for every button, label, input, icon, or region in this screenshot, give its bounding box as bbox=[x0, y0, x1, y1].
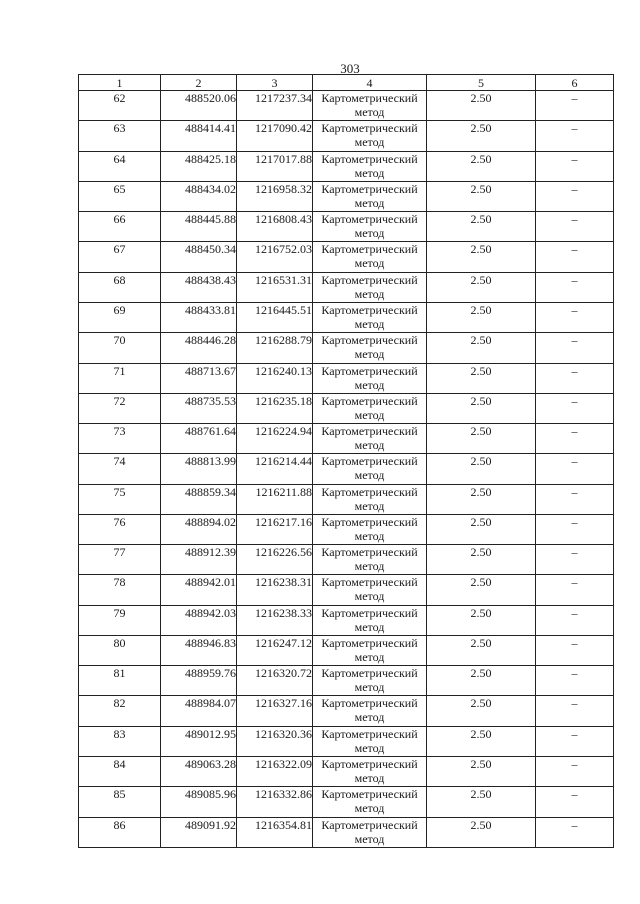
x-value: 489085.96 bbox=[185, 787, 236, 802]
y-value: 1217090.42 bbox=[255, 121, 312, 136]
method-line-2: метод bbox=[354, 256, 385, 271]
method-line-1: Картометрический bbox=[321, 605, 418, 620]
table-row bbox=[79, 605, 614, 635]
accuracy-value: 2.50 bbox=[427, 303, 536, 333]
x-value: 489063.28 bbox=[185, 756, 236, 771]
table-row bbox=[79, 666, 614, 696]
method-line-2: метод bbox=[354, 407, 385, 422]
y-coordinate bbox=[237, 424, 313, 454]
note-value: – bbox=[536, 514, 614, 544]
method-line-1: Картометрический bbox=[321, 151, 418, 166]
x-coordinate bbox=[161, 151, 237, 181]
note-value: – bbox=[536, 181, 614, 211]
y-value: 1217237.34 bbox=[255, 91, 312, 106]
y-coordinate bbox=[237, 635, 313, 665]
note-value: – bbox=[536, 393, 614, 423]
table-row bbox=[79, 696, 614, 726]
x-coordinate bbox=[161, 756, 237, 786]
note-value: – bbox=[536, 424, 614, 454]
method-cell bbox=[313, 575, 427, 605]
method-line-1: Картометрический bbox=[321, 393, 418, 408]
y-coordinate bbox=[237, 272, 313, 302]
y-coordinate bbox=[237, 121, 313, 151]
y-value: 1216288.79 bbox=[255, 333, 312, 348]
method-line-2: метод bbox=[354, 286, 385, 301]
y-value: 1216445.51 bbox=[255, 303, 312, 317]
note-value: – bbox=[536, 787, 614, 817]
y-coordinate bbox=[237, 303, 313, 333]
accuracy-value: 2.50 bbox=[427, 726, 536, 756]
x-value: 488414.41 bbox=[185, 121, 236, 136]
accuracy-value: 2.50 bbox=[427, 424, 536, 454]
x-value: 488942.03 bbox=[185, 605, 236, 620]
table-row bbox=[79, 91, 614, 121]
table-row bbox=[79, 303, 614, 333]
accuracy-value: 2.50 bbox=[427, 666, 536, 696]
method-line-1: Картометрический bbox=[321, 242, 418, 257]
table-row bbox=[79, 514, 614, 544]
point-number: 75 bbox=[79, 484, 161, 514]
accuracy-value: 2.50 bbox=[427, 756, 536, 786]
x-coordinate bbox=[161, 363, 237, 393]
point-number: 66 bbox=[79, 212, 161, 242]
accuracy-value: 2.50 bbox=[427, 363, 536, 393]
method-line-1: Картометрический bbox=[321, 787, 418, 802]
y-value: 1216808.43 bbox=[255, 212, 312, 227]
x-coordinate bbox=[161, 91, 237, 121]
point-number: 72 bbox=[79, 393, 161, 423]
accuracy-value: 2.50 bbox=[427, 545, 536, 575]
method-line-1: Картометрический bbox=[321, 454, 418, 469]
y-coordinate bbox=[237, 545, 313, 575]
x-coordinate bbox=[161, 454, 237, 484]
note-value: – bbox=[536, 91, 614, 121]
y-coordinate bbox=[237, 817, 313, 847]
x-value: 488735.53 bbox=[185, 393, 236, 408]
accuracy-value: 2.50 bbox=[427, 787, 536, 817]
y-value: 1216217.16 bbox=[255, 514, 312, 529]
y-coordinate bbox=[237, 91, 313, 121]
y-coordinate bbox=[237, 514, 313, 544]
y-coordinate bbox=[237, 787, 313, 817]
method-line-1: Картометрический bbox=[321, 666, 418, 681]
note-value: – bbox=[536, 242, 614, 272]
table-row bbox=[79, 212, 614, 242]
x-coordinate bbox=[161, 575, 237, 605]
y-value: 1216247.12 bbox=[255, 635, 312, 650]
x-coordinate bbox=[161, 121, 237, 151]
x-value: 488520.06 bbox=[185, 91, 236, 106]
y-value: 1216320.72 bbox=[255, 666, 312, 681]
method-line-2: метод bbox=[354, 317, 385, 331]
table-row bbox=[79, 333, 614, 363]
point-number: 67 bbox=[79, 242, 161, 272]
y-value: 1216224.94 bbox=[255, 424, 312, 439]
method-line-1: Картометрический bbox=[321, 484, 418, 499]
method-line-1: Картометрический bbox=[321, 91, 418, 106]
x-coordinate bbox=[161, 545, 237, 575]
table-row bbox=[79, 817, 614, 847]
table-row bbox=[79, 393, 614, 423]
y-value: 1216238.33 bbox=[255, 605, 312, 620]
note-value: – bbox=[536, 545, 614, 575]
y-coordinate bbox=[237, 212, 313, 242]
method-cell bbox=[313, 454, 427, 484]
method-cell bbox=[313, 696, 427, 726]
method-line-1: Картометрический bbox=[321, 635, 418, 650]
y-coordinate bbox=[237, 151, 313, 181]
accuracy-value: 2.50 bbox=[427, 696, 536, 726]
point-number: 71 bbox=[79, 363, 161, 393]
column-header: 5 bbox=[427, 75, 536, 91]
x-value: 489091.92 bbox=[185, 817, 236, 832]
method-line-2: метод bbox=[354, 740, 385, 755]
x-value: 488713.67 bbox=[185, 363, 236, 378]
x-value: 488859.34 bbox=[185, 484, 236, 499]
x-value: 489012.95 bbox=[185, 726, 236, 741]
method-line-1: Картометрический bbox=[321, 696, 418, 711]
x-coordinate bbox=[161, 242, 237, 272]
note-value: – bbox=[536, 363, 614, 393]
x-coordinate bbox=[161, 212, 237, 242]
y-coordinate bbox=[237, 333, 313, 363]
method-cell bbox=[313, 91, 427, 121]
point-number: 80 bbox=[79, 635, 161, 665]
method-cell bbox=[313, 393, 427, 423]
x-value: 488446.28 bbox=[185, 333, 236, 348]
table-row bbox=[79, 121, 614, 151]
note-value: – bbox=[536, 756, 614, 786]
method-cell bbox=[313, 272, 427, 302]
accuracy-value: 2.50 bbox=[427, 635, 536, 665]
method-cell bbox=[313, 242, 427, 272]
accuracy-value: 2.50 bbox=[427, 151, 536, 181]
method-line-2: метод bbox=[354, 226, 385, 241]
method-line-2: метод bbox=[354, 165, 385, 180]
table-row bbox=[79, 787, 614, 817]
column-header: 4 bbox=[313, 75, 427, 91]
method-line-2: метод bbox=[354, 195, 385, 210]
table-row bbox=[79, 756, 614, 786]
y-coordinate bbox=[237, 454, 313, 484]
point-number: 84 bbox=[79, 756, 161, 786]
method-line-2: метод bbox=[354, 135, 385, 150]
point-number: 64 bbox=[79, 151, 161, 181]
method-cell bbox=[313, 303, 427, 333]
method-cell bbox=[313, 151, 427, 181]
y-coordinate bbox=[237, 575, 313, 605]
method-cell bbox=[313, 787, 427, 817]
table-row bbox=[79, 151, 614, 181]
note-value: – bbox=[536, 303, 614, 333]
method-cell bbox=[313, 424, 427, 454]
x-value: 488438.43 bbox=[185, 272, 236, 287]
note-value: – bbox=[536, 454, 614, 484]
note-value: – bbox=[536, 605, 614, 635]
note-value: – bbox=[536, 575, 614, 605]
method-cell bbox=[313, 181, 427, 211]
method-cell bbox=[313, 484, 427, 514]
method-cell bbox=[313, 121, 427, 151]
method-cell bbox=[313, 756, 427, 786]
method-cell bbox=[313, 817, 427, 847]
method-line-1: Картометрический bbox=[321, 121, 418, 136]
x-coordinate bbox=[161, 726, 237, 756]
point-number: 81 bbox=[79, 666, 161, 696]
x-value: 488761.64 bbox=[185, 424, 236, 439]
method-cell bbox=[313, 333, 427, 363]
y-coordinate bbox=[237, 363, 313, 393]
method-cell bbox=[313, 666, 427, 696]
y-coordinate bbox=[237, 181, 313, 211]
method-line-1: Картометрический bbox=[321, 303, 418, 317]
y-coordinate bbox=[237, 696, 313, 726]
table-row bbox=[79, 272, 614, 302]
x-value: 488433.81 bbox=[185, 303, 236, 317]
x-value: 488813.99 bbox=[185, 454, 236, 469]
method-line-1: Картометрический bbox=[321, 212, 418, 227]
accuracy-value: 2.50 bbox=[427, 817, 536, 847]
y-value: 1216214.44 bbox=[255, 454, 312, 469]
x-value: 488445.88 bbox=[185, 212, 236, 227]
point-number: 69 bbox=[79, 303, 161, 333]
point-number: 74 bbox=[79, 454, 161, 484]
y-value: 1216354.81 bbox=[255, 817, 312, 832]
method-line-2: метод bbox=[354, 105, 385, 120]
x-value: 488450.34 bbox=[185, 242, 236, 257]
point-number: 83 bbox=[79, 726, 161, 756]
method-line-1: Картометрический bbox=[321, 756, 418, 771]
y-coordinate bbox=[237, 666, 313, 696]
x-value: 488434.02 bbox=[185, 181, 236, 196]
table-row bbox=[79, 545, 614, 575]
method-line-1: Картометрический bbox=[321, 817, 418, 832]
y-value: 1216211.88 bbox=[255, 484, 312, 499]
x-coordinate bbox=[161, 181, 237, 211]
method-line-2: метод bbox=[354, 649, 385, 664]
y-value: 1216238.31 bbox=[255, 575, 312, 590]
table-row bbox=[79, 454, 614, 484]
x-coordinate bbox=[161, 787, 237, 817]
note-value: – bbox=[536, 151, 614, 181]
point-number: 76 bbox=[79, 514, 161, 544]
x-coordinate bbox=[161, 817, 237, 847]
point-number: 62 bbox=[79, 91, 161, 121]
accuracy-value: 2.50 bbox=[427, 514, 536, 544]
method-line-2: метод bbox=[354, 347, 385, 362]
x-value: 488984.07 bbox=[185, 696, 236, 711]
note-value: – bbox=[536, 484, 614, 514]
table-row bbox=[79, 242, 614, 272]
y-coordinate bbox=[237, 484, 313, 514]
point-number: 68 bbox=[79, 272, 161, 302]
x-coordinate bbox=[161, 272, 237, 302]
y-value: 1216327.16 bbox=[255, 696, 312, 711]
y-coordinate bbox=[237, 726, 313, 756]
table-row bbox=[79, 181, 614, 211]
y-value: 1216226.56 bbox=[255, 545, 312, 560]
method-line-2: метод bbox=[354, 559, 385, 574]
accuracy-value: 2.50 bbox=[427, 212, 536, 242]
x-coordinate bbox=[161, 333, 237, 363]
accuracy-value: 2.50 bbox=[427, 393, 536, 423]
x-value: 488425.18 bbox=[185, 151, 236, 166]
x-coordinate bbox=[161, 393, 237, 423]
y-coordinate bbox=[237, 605, 313, 635]
accuracy-value: 2.50 bbox=[427, 181, 536, 211]
point-number: 78 bbox=[79, 575, 161, 605]
method-line-2: метод bbox=[354, 438, 385, 453]
note-value: – bbox=[536, 696, 614, 726]
point-number: 73 bbox=[79, 424, 161, 454]
y-value: 1216958.32 bbox=[255, 181, 312, 196]
coordinates-table bbox=[78, 74, 614, 848]
x-coordinate bbox=[161, 303, 237, 333]
note-value: – bbox=[536, 212, 614, 242]
note-value: – bbox=[536, 817, 614, 847]
page-number: 303 bbox=[340, 61, 360, 76]
x-value: 488912.39 bbox=[185, 545, 236, 560]
x-value: 488946.83 bbox=[185, 635, 236, 650]
point-number: 70 bbox=[79, 333, 161, 363]
method-cell bbox=[313, 605, 427, 635]
accuracy-value: 2.50 bbox=[427, 454, 536, 484]
y-value: 1216752.03 bbox=[255, 242, 312, 257]
method-cell bbox=[313, 212, 427, 242]
y-value: 1216240.13 bbox=[255, 363, 312, 378]
method-line-2: метод bbox=[354, 377, 385, 392]
x-value: 488959.76 bbox=[185, 666, 236, 681]
method-line-1: Картометрический bbox=[321, 333, 418, 348]
accuracy-value: 2.50 bbox=[427, 333, 536, 363]
method-line-1: Картометрический bbox=[321, 575, 418, 590]
table-row bbox=[79, 726, 614, 756]
x-value: 488894.02 bbox=[185, 514, 236, 529]
method-line-1: Картометрический bbox=[321, 726, 418, 741]
table-row bbox=[79, 635, 614, 665]
method-line-2: метод bbox=[354, 468, 385, 483]
x-coordinate bbox=[161, 666, 237, 696]
method-line-2: метод bbox=[354, 710, 385, 725]
y-value: 1216322.09 bbox=[255, 756, 312, 771]
note-value: – bbox=[536, 726, 614, 756]
accuracy-value: 2.50 bbox=[427, 121, 536, 151]
table-row bbox=[79, 424, 614, 454]
method-cell bbox=[313, 514, 427, 544]
y-coordinate bbox=[237, 393, 313, 423]
method-cell bbox=[313, 635, 427, 665]
method-line-1: Картометрический bbox=[321, 514, 418, 529]
column-header: 3 bbox=[237, 75, 313, 91]
method-line-1: Картометрический bbox=[321, 363, 418, 378]
accuracy-value: 2.50 bbox=[427, 605, 536, 635]
column-header: 6 bbox=[536, 75, 614, 91]
accuracy-value: 2.50 bbox=[427, 575, 536, 605]
method-cell bbox=[313, 726, 427, 756]
accuracy-value: 2.50 bbox=[427, 242, 536, 272]
x-coordinate bbox=[161, 696, 237, 726]
method-line-2: метод bbox=[354, 680, 385, 695]
method-line-1: Картометрический bbox=[321, 272, 418, 287]
accuracy-value: 2.50 bbox=[427, 272, 536, 302]
point-number: 86 bbox=[79, 817, 161, 847]
point-number: 85 bbox=[79, 787, 161, 817]
point-number: 65 bbox=[79, 181, 161, 211]
x-coordinate bbox=[161, 424, 237, 454]
method-line-2: метод bbox=[354, 619, 385, 634]
method-line-2: метод bbox=[354, 528, 385, 543]
x-coordinate bbox=[161, 635, 237, 665]
table-row bbox=[79, 484, 614, 514]
x-coordinate bbox=[161, 605, 237, 635]
method-line-2: метод bbox=[354, 770, 385, 785]
note-value: – bbox=[536, 272, 614, 302]
accuracy-value: 2.50 bbox=[427, 91, 536, 121]
method-line-2: метод bbox=[354, 589, 385, 604]
note-value: – bbox=[536, 635, 614, 665]
y-value: 1216531.31 bbox=[255, 272, 312, 287]
x-coordinate bbox=[161, 484, 237, 514]
point-number: 77 bbox=[79, 545, 161, 575]
method-cell bbox=[313, 545, 427, 575]
y-value: 1216320.36 bbox=[255, 726, 312, 741]
method-line-1: Картометрический bbox=[321, 545, 418, 560]
y-value: 1217017.88 bbox=[255, 151, 312, 166]
method-line-2: метод bbox=[354, 831, 385, 846]
point-number: 79 bbox=[79, 605, 161, 635]
note-value: – bbox=[536, 333, 614, 363]
method-cell bbox=[313, 363, 427, 393]
method-line-1: Картометрический bbox=[321, 181, 418, 196]
table-header-row bbox=[79, 75, 614, 91]
y-value: 1216235.18 bbox=[255, 393, 312, 408]
accuracy-value: 2.50 bbox=[427, 484, 536, 514]
x-value: 488942.01 bbox=[185, 575, 236, 590]
y-coordinate bbox=[237, 242, 313, 272]
method-line-1: Картометрический bbox=[321, 424, 418, 439]
x-coordinate bbox=[161, 514, 237, 544]
method-line-2: метод bbox=[354, 498, 385, 513]
method-line-2: метод bbox=[354, 801, 385, 816]
point-number: 82 bbox=[79, 696, 161, 726]
point-number: 63 bbox=[79, 121, 161, 151]
y-value: 1216332.86 bbox=[255, 787, 312, 802]
y-coordinate bbox=[237, 756, 313, 786]
column-header: 1 bbox=[79, 75, 161, 91]
column-header: 2 bbox=[161, 75, 237, 91]
table-row bbox=[79, 575, 614, 605]
table-row bbox=[79, 363, 614, 393]
note-value: – bbox=[536, 121, 614, 151]
note-value: – bbox=[536, 666, 614, 696]
